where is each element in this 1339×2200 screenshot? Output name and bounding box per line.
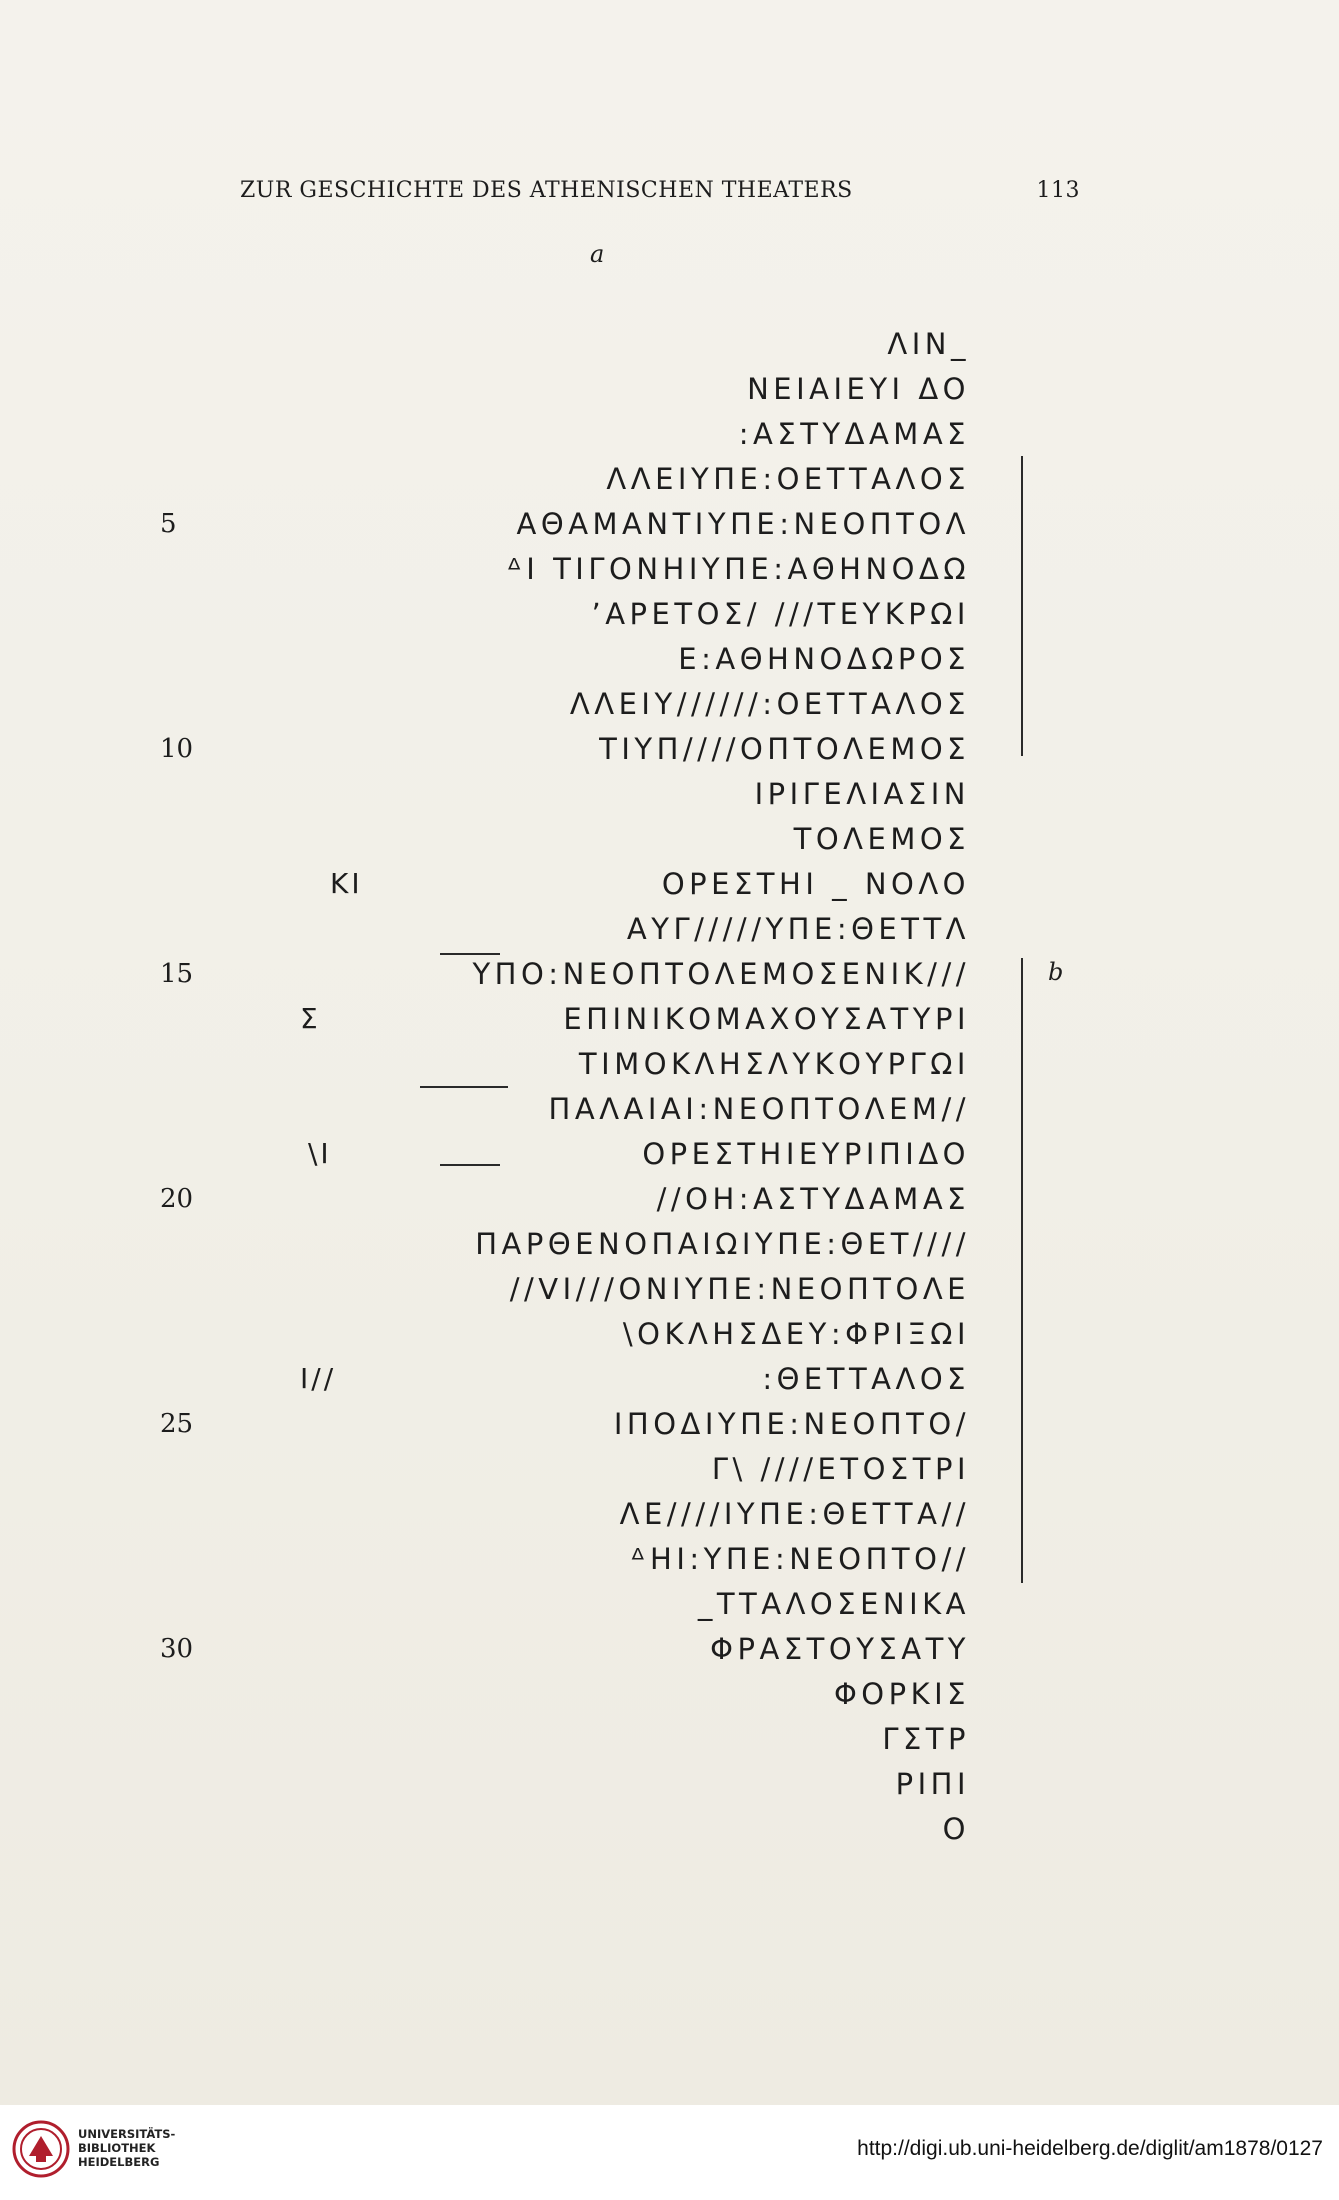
library-seal-icon xyxy=(12,2120,70,2178)
inscription-line: ΡΙΠΙ xyxy=(895,1767,970,1801)
margin-fragment: ΚΙ xyxy=(330,867,363,900)
inscription-line: ΑΘΑΜΑΝΤΙΥΠΕ:ΝΕΟΠΤΟΛ xyxy=(516,507,970,541)
inscription-line: ΝΕΙΑΙΕΥΙ ΔΟ xyxy=(747,372,970,406)
inscription-line: Ε:ΑΘΗΝΟΔΩΡΟΣ xyxy=(678,642,970,676)
line-marker-17 xyxy=(420,1086,508,1088)
inscription-line: Ο xyxy=(942,1812,970,1846)
column-divider-lower xyxy=(1021,958,1023,1583)
inscription-line: ΛΛΕΙΥΠΕ:ΟΕΤΤΑΛΟΣ xyxy=(606,462,970,496)
inscription-line: ΑΥΓ/////ΥΠΕ:ΘΕΤΤΛ xyxy=(626,912,970,946)
inscription-line: :ΑΣΤΥΔΑΜΑΣ xyxy=(738,417,970,451)
margin-fragment: Σ xyxy=(300,1002,321,1035)
line-number: 5 xyxy=(160,509,177,539)
column-label-b: b xyxy=(1048,958,1064,986)
inscription-line: ΠΑΛΑΙΑΙ:ΝΕΟΠΤΟΛΕΜ// xyxy=(548,1092,970,1126)
institution-line: UNIVERSITÄTS- xyxy=(78,2127,176,2141)
line-number: 25 xyxy=(160,1409,194,1439)
inscription-line: _ΤΤΑΛΟΣΕΝΙΚΑ xyxy=(697,1587,970,1621)
inscription-line: ΥΠΟ:ΝΕΟΠΤΟΛΕΜΟΣΕΝΙΚ/// xyxy=(472,957,970,991)
line-number: 15 xyxy=(160,959,194,989)
line-marker-19 xyxy=(440,1164,500,1166)
inscription-line: ΟΡΕΣΤΗΙΕΥΡΙΠΙΔΟ xyxy=(642,1137,970,1171)
inscription-line: ᐞΙ ΤΙΓΟΝΗΙΥΠΕ:ΑΘΗΝΟΔΩ xyxy=(506,552,970,586)
inscription-line: ΤΟΛΕΜΟΣ xyxy=(793,822,970,856)
inscription-line: ΛΙΝ_ xyxy=(887,327,970,361)
inscription-line: //ᐯΙ///ΟΝΙΥΠΕ:ΝΕΟΠΤΟΛΕ xyxy=(509,1272,970,1306)
inscription-line: ΦΡΑΣΤΟΥΣΑΤΥ xyxy=(710,1632,970,1666)
line-number: 20 xyxy=(160,1184,194,1214)
line-number: 30 xyxy=(160,1634,194,1664)
inscription-line: ᐞΗΙ:ΥΠΕ:ΝΕΟΠΤΟ// xyxy=(629,1542,970,1576)
institution-name xyxy=(78,2127,175,2169)
inscription-line: ΦΟΡΚΙΣ xyxy=(833,1677,970,1711)
institution-line: HEIDELBERG xyxy=(78,2155,160,2169)
inscription-line: Γ\ ////ΕΤΟΣΤΡΙ xyxy=(711,1452,970,1486)
source-url-link[interactable]: http://digi.ub.uni-heidelberg.de/diglit/am1878/0127 xyxy=(857,2137,1323,2160)
line-marker-15 xyxy=(440,953,500,955)
margin-fragment: Ι// xyxy=(300,1362,337,1395)
inscription-line: ΙΡΙΓΕΛΙΑΣΙΝ xyxy=(754,777,970,811)
column-divider-upper xyxy=(1021,456,1023,756)
inscription-line: ΠΑΡΘΕΝΟΠΑΙΩΙΥΠΕ:ΘΕΤ//// xyxy=(475,1227,970,1261)
margin-fragment: \Ι xyxy=(308,1137,332,1170)
inscription-line: ΛΕ////ΙΥΠΕ:ΘΕΤΤΑ// xyxy=(619,1497,970,1531)
running-header xyxy=(240,178,1080,212)
column-label-a: a xyxy=(590,240,605,268)
inscription-line: \ΟΚΛΗΣΔΕΥ:ΦΡΙΞΩΙ xyxy=(622,1317,970,1351)
institution-line: BIBLIOTHEK xyxy=(78,2141,156,2155)
inscription-line: //ΟΗ:ΑΣΤΥΔΑΜΑΣ xyxy=(656,1182,970,1216)
inscription-line: :ΘΕΤΤΑΛΟΣ xyxy=(762,1362,970,1396)
inscription-line: ΕΠΙΝΙΚΟΜΑΧΟΥΣΑΤΥΡΙ xyxy=(563,1002,970,1036)
line-number: 10 xyxy=(160,734,194,764)
inscription-line: ΤΙΥΠ////ΟΠΤΟΛΕΜΟΣ xyxy=(599,732,970,766)
inscription-line: ΤΙΜΟΚΛΗΣΛΥΚΟΥΡΓΩΙ xyxy=(578,1047,970,1081)
inscription-line: ʼΑΡΕΤΟΣ/ ///ΤΕΥΚΡΩΙ xyxy=(591,597,970,631)
page-number: 113 xyxy=(1036,178,1080,203)
header-title: ZUR GESCHICHTE DES ATHENISCHEN THEATERS xyxy=(240,178,853,203)
inscription-line: ΛΛΕΙΥ//////:ΟΕΤΤΑΛΟΣ xyxy=(569,687,970,721)
inscription-line: ΓΣΤΡ xyxy=(882,1722,970,1756)
inscription-line: ΟΡΕΣΤΗΙ _ ΝΟΛΟ xyxy=(661,867,970,901)
inscription-line: ΙΠΟΔΙΥΠΕ:ΝΕΟΠΤΟ/ xyxy=(613,1407,970,1441)
